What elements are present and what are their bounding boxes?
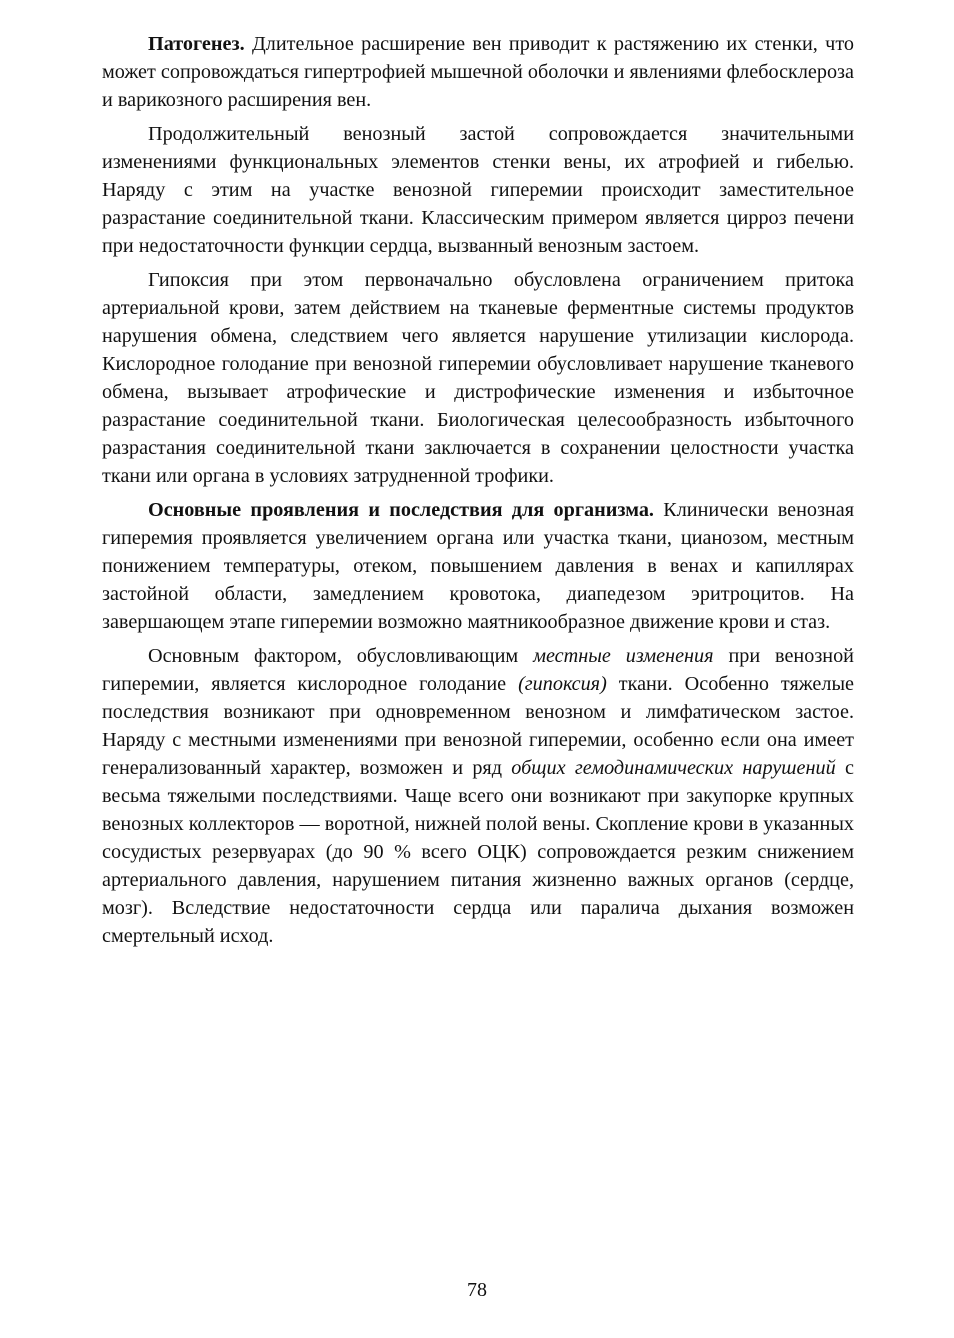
italic-hypoxia: (гипоксия)	[518, 673, 607, 695]
paragraph-text: ткани. Особенно тяжелые последствия возникают при одновременном венозном и лимфатическом застое. Наряду с местными изменениями при венозной гиперемии, особенно если она имеет генерализованный характер, возможен и ряд	[102, 673, 854, 779]
paragraph-text: с весьма тяжелыми последствиями. Чаще всего они возникают при закупорке крупных венозных коллекторов — воротной, нижней полой вены. Скопление крови в указанных сосудистых резервуарах (до 90 % всего ОЦК) сопровождается резким снижением артериального давления, нарушением питания жизненно важных органов (сердце, мозг). Вследствие недостаточности сердца или паралича дыхания возможен смертельный исход.	[102, 757, 854, 947]
page-number: 78	[467, 1279, 487, 1301]
paragraph-text: Гипоксия при этом первоначально обусловлена ограничением притока артериальной крови, затем действием на тканевые ферментные системы продуктов нарушения обмена, следствием чего является нарушение утилизации кислорода. Кислородное голодание при венозной гиперемии обусловливает нарушение тканевого обмена, вызывает атрофические и дистрофические изменения и избыточное разрастание соединительной ткани. Биологическая целесообразность избыточного разрастания соединительной ткани заключается в сохранении целостности участка ткани или органа в условиях затрудненной трофики.	[102, 269, 854, 487]
heading-manifestations: Основные проявления и последствия для организма.	[148, 499, 654, 521]
paragraph-text: Продолжительный венозный застой сопровождается значительными изменениями функциональных элементов стенки вены, их атрофией и гибелью. Наряду с этим на участке венозной гиперемии происходит заместительное разрастание соединительной ткани. Классическим примером является цирроз печени при недостаточности функции сердца, вызванный венозным застоем.	[102, 123, 854, 257]
paragraph-text: Клинически венозная гиперемия проявляется увеличением органа или участка ткани, цианозом, местным понижением температуры, отеком, повышением давления в венах и капиллярах застойной области, замедлением кровотока, диапедезом эритроцитов. На завершающем этапе гиперемии возможно маятникообразное движение крови и стаз.	[102, 499, 854, 633]
italic-local-changes: местные изменения	[533, 645, 714, 667]
heading-pathogenesis: Патогенез.	[148, 33, 245, 55]
italic-hemodynamic-disorders: общих гемодинамических нарушений	[511, 757, 836, 779]
paragraph-manifestations	[102, 496, 854, 636]
paragraph-hypoxia	[102, 266, 854, 490]
paragraph-pathogenesis	[102, 30, 854, 114]
paragraph-text: при венозной гиперемии, является кислородное голодание	[102, 645, 854, 695]
paragraph-main-factor	[102, 642, 854, 950]
page-content	[102, 30, 854, 956]
paragraph-text: Длительное расширение вен приводит к растяжению их стенки, что может сопровождаться гипертрофией мышечной оболочки и явлениями флебосклероза и варикозного расширения вен.	[102, 33, 854, 111]
paragraph-text: Основным фактором, обусловливающим	[148, 645, 534, 667]
paragraph-venous-stasis	[102, 120, 854, 260]
